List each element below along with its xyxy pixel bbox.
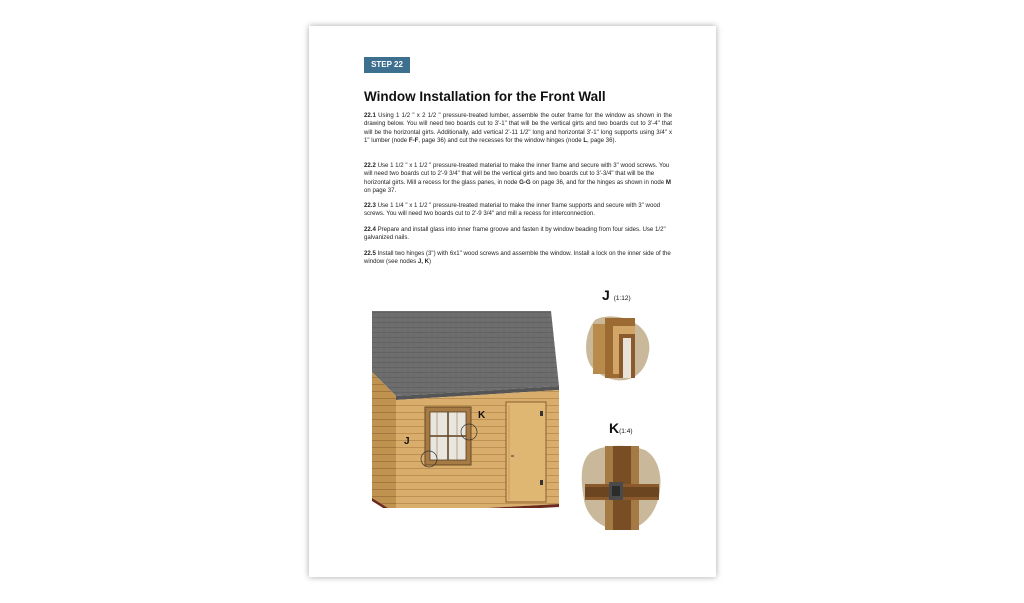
paragraph-22-1: 22.1 Using 1 1/2 " x 2 1/2 " pressure-treated lumber, assemble the outer frame for the window as shown in the drawing below. You will need two boards cut to 3'-1" that will be the vertical girts and two boards cut to 3'-4" that will be the horizontal girts. Additionally, add vertical 2'-11 1/2" long and horizontal 3'-1" long supports using 3/4" x 1" lumber (node F-F, page 36) and cut the recesses for the window hinges (node L, page 36).	[364, 112, 672, 145]
step-badge: STEP 22	[364, 57, 410, 73]
detail-k-drawing	[581, 444, 663, 532]
step-number: 22.2	[364, 162, 376, 169]
step-number: 22.5	[364, 250, 376, 257]
step-number: 22.1	[364, 112, 376, 119]
paragraph-22-3: 22.3 Use 1 1/4 " x 1 1/2 " pressure-treated material to make the inner frame supports and secure with 3" wood screws. You will need two boards cut to 2'-9 3/4" and mill a recess for interconnection.	[364, 202, 661, 218]
detail-j-drawing	[583, 314, 653, 382]
paragraph-22-5: 22.5 Install two hinges (3") with 6x1" wood screws and assemble the window. Install a lock on the inner side of the window (see nodes J, K)	[364, 250, 671, 266]
roof	[372, 311, 559, 396]
step-number: 22.4	[364, 226, 376, 233]
side-wall	[372, 372, 396, 508]
callout-j-label: J	[404, 436, 410, 447]
page-title: Window Installation for the Front Wall	[364, 89, 606, 104]
paragraph-22-2: 22.2 Use 1 1/2 " x 1 1/2 " pressure-treated material to make the inner frame and secure with 3" wood screws. You will need two boards cut to 2'-9 3/4" that will be the vertical girts and two boards cut to 3'-3/4" that will be the horizontal girts. Mill a recess for the glass panes, in node G-G on page 36, and for the hinges as shown in node M on page 37.	[364, 162, 671, 195]
manual-page	[309, 26, 716, 577]
paragraph-22-4: 22.4 Prepare and install glass into inner frame groove and fasten it by window beading from four sides. Use 1/2" galvanized nails.	[364, 226, 666, 242]
door	[506, 402, 546, 502]
step-number: 22.3	[364, 202, 376, 209]
callout-k-label: K	[478, 410, 486, 421]
shed-front-wall-drawing	[369, 308, 565, 508]
detail-k-label: K(1:4)	[609, 420, 633, 436]
detail-j-label: J (1:12)	[602, 287, 631, 303]
